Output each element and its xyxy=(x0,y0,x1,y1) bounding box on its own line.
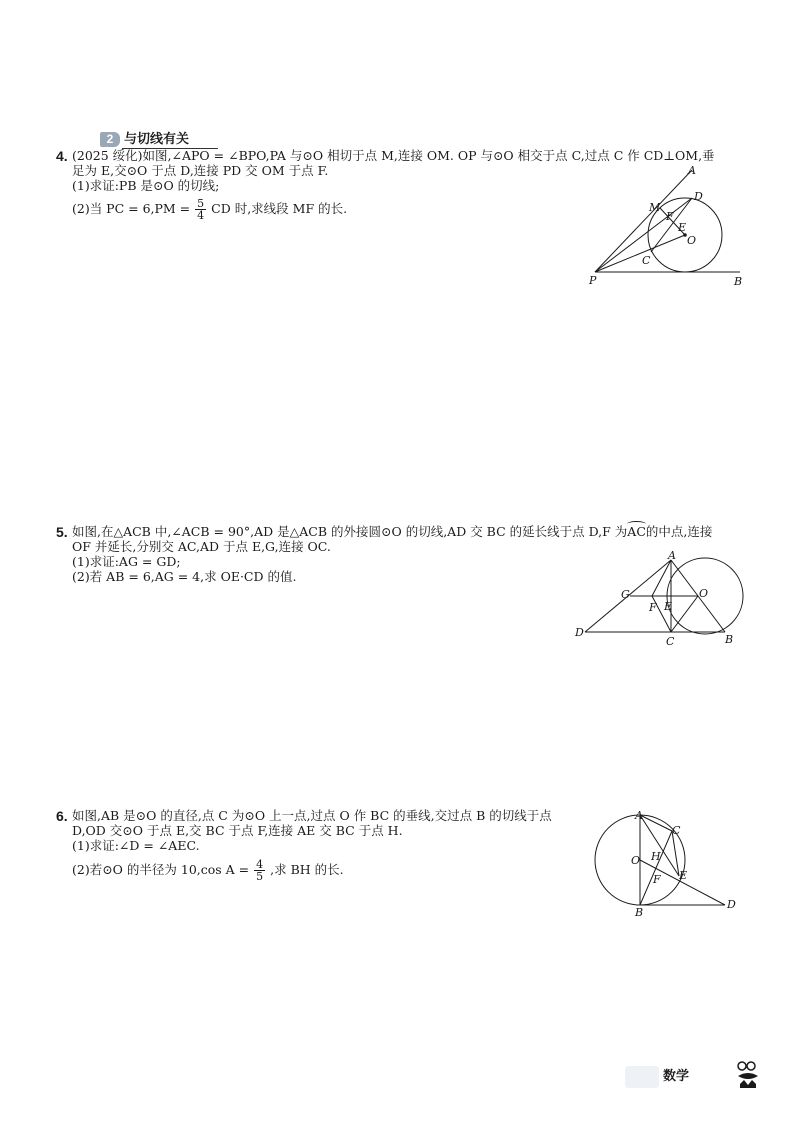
question-6-part-2-text-b: ,求 BH 的长. xyxy=(270,862,344,877)
label-B: B xyxy=(725,633,734,646)
line-CE xyxy=(672,831,679,876)
footer-emblem-icon xyxy=(734,1058,762,1092)
fraction-5-4 xyxy=(195,198,206,221)
question-4-line-1: (2025 绥化)如图,∠APO = ∠BPO,PA 与⊙O 相切于点 M,连接 OM. OP 与⊙O 相交于点 C,过点 C 作 CD⊥OM,垂 xyxy=(72,148,715,163)
fraction-4-5 xyxy=(254,859,265,882)
question-4-line-2: 足为 E,交⊙O 于点 D,连接 PD 交 OM 于点 F. xyxy=(72,163,329,178)
question-6-figure xyxy=(590,808,750,918)
label-D: D xyxy=(727,898,736,911)
label-O: O xyxy=(699,587,709,600)
label-A: A xyxy=(635,809,643,822)
label-D: D xyxy=(694,190,703,203)
label-E: E xyxy=(664,600,673,613)
label-G: G xyxy=(621,588,630,601)
question-6-number: 6. xyxy=(56,808,68,824)
label-A: A xyxy=(688,164,696,177)
label-A: A xyxy=(668,550,676,562)
label-H: H xyxy=(651,850,661,863)
label-O: O xyxy=(631,854,641,867)
fraction-denominator: 4 xyxy=(197,209,205,222)
question-5-line-1-text-b: 的中点,连接 xyxy=(645,524,713,539)
label-D: D xyxy=(575,626,584,639)
arc-AC: AC xyxy=(627,524,646,539)
label-B: B xyxy=(734,275,743,288)
label-F: F xyxy=(649,601,657,614)
label-F: F xyxy=(653,873,661,886)
fraction-numerator: 5 xyxy=(197,197,205,210)
label-O: O xyxy=(687,234,697,247)
label-E: E xyxy=(679,869,688,882)
question-5-part-2: (2)若 AB = 6,AG = 4,求 OE·CD 的值. xyxy=(72,569,297,584)
question-6-line-2: D,OD 交⊙O 于点 E,交 BC 于点 F,连接 AE 交 BC 于点 H. xyxy=(72,823,403,838)
fraction-denominator: 5 xyxy=(256,870,264,883)
label-C: C xyxy=(666,635,675,648)
question-5-line-1-text-a: 如图,在△ACB 中,∠ACB = 90°,AD 是△ACB 的外接圆⊙O 的切线,AD 交 BC 的延长线于点 D,F 为 xyxy=(72,524,628,539)
label-F: F xyxy=(666,210,674,223)
label-M: M xyxy=(649,201,661,214)
question-4-part-1: (1)求证:PB 是⊙O 的切线; xyxy=(72,178,220,193)
question-6-line-1: 如图,AB 是⊙O 的直径,点 C 为⊙O 上一点,过点 O 作 BC 的垂线,交过点 B 的切线于点 xyxy=(72,808,552,823)
section-badge: 2 xyxy=(100,132,120,147)
footer-logo xyxy=(625,1066,659,1088)
question-5-part-1: (1)求证:AG = GD; xyxy=(72,554,181,569)
question-4-part-2 xyxy=(72,198,347,221)
question-6-part-1: (1)求证:∠D = ∠AEC. xyxy=(72,838,200,853)
label-E: E xyxy=(678,221,687,234)
question-5-number: 5. xyxy=(56,524,68,540)
question-5-line-1 xyxy=(72,524,712,540)
question-5-line-2: OF 并延长,分别交 AC,AD 于点 E,G,连接 OC. xyxy=(72,539,331,554)
label-C: C xyxy=(672,824,681,837)
line-PO xyxy=(595,235,685,272)
question-4-number: 4. xyxy=(56,148,68,164)
line-OC xyxy=(671,596,698,632)
question-4-part-2-text-b: CD 时,求线段 MF 的长. xyxy=(211,201,348,216)
footer-subject: 数学 xyxy=(663,1069,690,1084)
label-B: B xyxy=(635,906,644,918)
question-6-part-2-text-a: (2)若⊙O 的半径为 10,cos A = xyxy=(72,862,250,877)
question-4-part-2-text-a: (2)当 PC = 6,PM = xyxy=(72,201,191,216)
line-AF xyxy=(652,560,671,596)
fraction-numerator: 4 xyxy=(256,858,264,871)
label-C: C xyxy=(642,254,651,267)
question-4-figure xyxy=(580,160,760,290)
question-5-figure xyxy=(570,550,750,650)
label-P: P xyxy=(589,274,597,287)
question-6-part-2 xyxy=(72,859,344,882)
section-title: 与切线有关 xyxy=(124,132,190,147)
